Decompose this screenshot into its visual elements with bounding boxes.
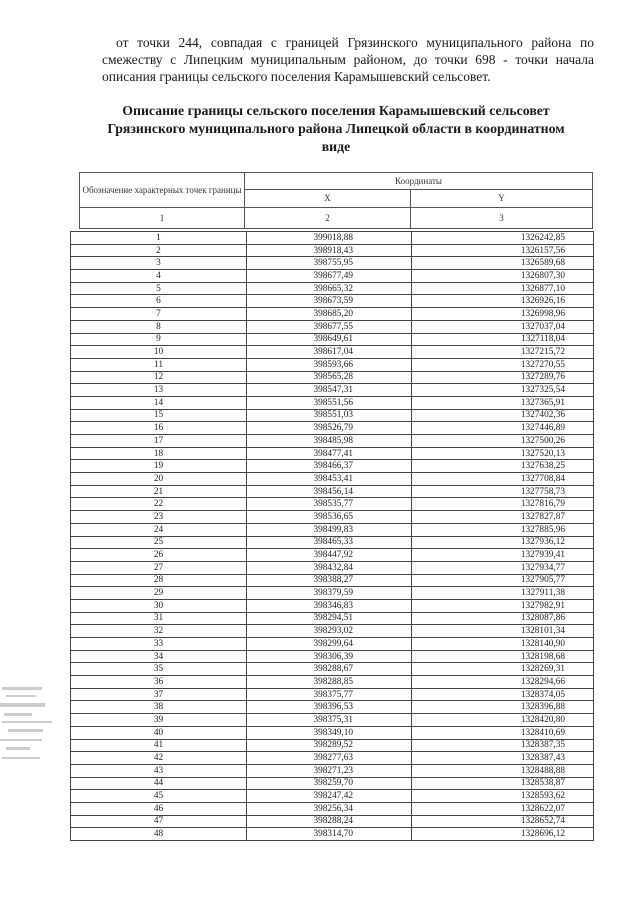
y-coordinate-cell: 1328387,43: [412, 752, 594, 765]
x-coordinate-cell: 398593,66: [247, 358, 412, 371]
x-coordinate-cell: 398375,31: [247, 714, 412, 727]
x-coordinate-cell: 398685,20: [247, 308, 412, 321]
table-header: [79, 172, 593, 229]
point-number-cell: 28: [71, 574, 247, 587]
table-row: [71, 764, 594, 777]
x-coordinate-cell: 398755,95: [247, 257, 412, 270]
y-coordinate-cell: 1327500,26: [412, 435, 594, 448]
x-coordinate-cell: 398293,02: [247, 625, 412, 638]
point-number-cell: 17: [71, 435, 247, 448]
intro-text: от точки 244, совпадая с границей Грязинского муниципального района по смежеству с Липецким муниципальным районом, до точки 698 - точки начала описания границы сельского поселения Карамышевский сельсовет.: [102, 35, 594, 84]
y-coordinate-cell: 1328294,66: [412, 676, 594, 689]
y-coordinate-cell: 1327934,77: [412, 561, 594, 574]
table-row: [71, 790, 594, 803]
point-number-cell: 4: [71, 270, 247, 283]
y-coordinate-cell: 1326926,16: [412, 295, 594, 308]
table-row: [71, 650, 594, 663]
table-row: [71, 511, 594, 524]
y-coordinate-cell: 1328420,80: [412, 714, 594, 727]
header-y: Y: [411, 189, 593, 207]
table-row: [71, 536, 594, 549]
point-number-cell: 25: [71, 536, 247, 549]
table-row: [71, 612, 594, 625]
table-row: [71, 752, 594, 765]
point-number-cell: 45: [71, 790, 247, 803]
y-coordinate-cell: 1327446,89: [412, 422, 594, 435]
point-number-cell: 11: [71, 358, 247, 371]
y-coordinate-cell: 1328410,69: [412, 726, 594, 739]
y-coordinate-cell: 1326589,68: [412, 257, 594, 270]
table-row: [71, 435, 594, 448]
y-coordinate-cell: 1328538,87: [412, 777, 594, 790]
point-number-cell: 1: [71, 232, 247, 245]
x-coordinate-cell: 398388,27: [247, 574, 412, 587]
x-coordinate-cell: 398256,34: [247, 802, 412, 815]
point-number-cell: 8: [71, 320, 247, 333]
title-line-1: Описание границы сельского поселения Карамышевский сельсовет: [122, 103, 550, 118]
x-coordinate-cell: 398288,67: [247, 663, 412, 676]
table-row: [71, 701, 594, 714]
y-coordinate-cell: 1327365,91: [412, 396, 594, 409]
point-number-cell: 22: [71, 498, 247, 511]
point-number-cell: 18: [71, 447, 247, 460]
point-number-cell: 43: [71, 764, 247, 777]
y-coordinate-cell: 1328696,12: [412, 828, 594, 841]
y-coordinate-cell: 1327638,25: [412, 460, 594, 473]
point-number-cell: 14: [71, 396, 247, 409]
table-row: [71, 523, 594, 536]
point-number-cell: 13: [71, 384, 247, 397]
y-coordinate-cell: 1327708,84: [412, 473, 594, 486]
coordinates-table: [70, 231, 594, 841]
table-row: [71, 726, 594, 739]
x-coordinate-cell: 398547,31: [247, 384, 412, 397]
table-row: [71, 498, 594, 511]
y-coordinate-cell: 1328140,90: [412, 638, 594, 651]
x-coordinate-cell: 398677,55: [247, 320, 412, 333]
x-coordinate-cell: 398551,56: [247, 396, 412, 409]
y-coordinate-cell: 1326998,96: [412, 308, 594, 321]
x-coordinate-cell: 398346,83: [247, 599, 412, 612]
point-number-cell: 37: [71, 688, 247, 701]
x-coordinate-cell: 398379,59: [247, 587, 412, 600]
y-coordinate-cell: 1327939,41: [412, 549, 594, 562]
point-number-cell: 23: [71, 511, 247, 524]
x-coordinate-cell: 398299,64: [247, 638, 412, 651]
point-number-cell: 34: [71, 650, 247, 663]
point-number-cell: 35: [71, 663, 247, 676]
x-coordinate-cell: 398288,85: [247, 676, 412, 689]
x-coordinate-cell: 398349,10: [247, 726, 412, 739]
point-number-cell: 7: [71, 308, 247, 321]
y-coordinate-cell: 1328269,31: [412, 663, 594, 676]
table-row: [71, 409, 594, 422]
point-number-cell: 21: [71, 485, 247, 498]
title-line-2: Грязинского муниципального района Липецкой области в координатном: [107, 121, 565, 136]
table-row: [71, 549, 594, 562]
y-coordinate-cell: 1328198,68: [412, 650, 594, 663]
y-coordinate-cell: 1327270,55: [412, 358, 594, 371]
table-row: [71, 561, 594, 574]
point-number-cell: 47: [71, 815, 247, 828]
intro-paragraph: [102, 34, 594, 85]
y-coordinate-cell: 1327289,76: [412, 371, 594, 384]
x-coordinate-cell: 398277,63: [247, 752, 412, 765]
header-col-2: 2: [245, 208, 411, 229]
table-row: [71, 244, 594, 257]
x-coordinate-cell: 398536,65: [247, 511, 412, 524]
x-coordinate-cell: 398289,52: [247, 739, 412, 752]
x-coordinate-cell: 398551,03: [247, 409, 412, 422]
x-coordinate-cell: 398466,37: [247, 460, 412, 473]
point-number-cell: 12: [71, 371, 247, 384]
y-coordinate-cell: 1327402,36: [412, 409, 594, 422]
table-row: [71, 282, 594, 295]
y-coordinate-cell: 1326877,10: [412, 282, 594, 295]
title-line-3: виде: [321, 139, 351, 154]
table-row: [71, 333, 594, 346]
y-coordinate-cell: 1328622,07: [412, 802, 594, 815]
y-coordinate-cell: 1327911,38: [412, 587, 594, 600]
x-coordinate-cell: 398456,14: [247, 485, 412, 498]
point-number-cell: 24: [71, 523, 247, 536]
point-number-cell: 38: [71, 701, 247, 714]
point-number-cell: 46: [71, 802, 247, 815]
x-coordinate-cell: 399018,88: [247, 232, 412, 245]
table-row: [71, 777, 594, 790]
x-coordinate-cell: 398314,70: [247, 828, 412, 841]
x-coordinate-cell: 398535,77: [247, 498, 412, 511]
point-number-cell: 5: [71, 282, 247, 295]
table-row: [71, 802, 594, 815]
header-coordinates: Координаты: [245, 173, 593, 190]
header-x: X: [245, 189, 411, 207]
table-row: [71, 587, 594, 600]
point-number-cell: 6: [71, 295, 247, 308]
point-number-cell: 44: [71, 777, 247, 790]
table-row: [71, 638, 594, 651]
point-number-cell: 2: [71, 244, 247, 257]
table-row: [71, 574, 594, 587]
x-coordinate-cell: 398617,04: [247, 346, 412, 359]
point-number-cell: 15: [71, 409, 247, 422]
x-coordinate-cell: 398649,61: [247, 333, 412, 346]
table-row: [71, 257, 594, 270]
y-coordinate-cell: 1326242,85: [412, 232, 594, 245]
y-coordinate-cell: 1328396,88: [412, 701, 594, 714]
table-row: [71, 739, 594, 752]
table-row: [71, 473, 594, 486]
y-coordinate-cell: 1327827,87: [412, 511, 594, 524]
x-coordinate-cell: 398447,92: [247, 549, 412, 562]
table-row: [71, 308, 594, 321]
x-coordinate-cell: 398306,39: [247, 650, 412, 663]
x-coordinate-cell: 398396,53: [247, 701, 412, 714]
y-coordinate-cell: 1327520,13: [412, 447, 594, 460]
point-number-cell: 19: [71, 460, 247, 473]
point-number-cell: 9: [71, 333, 247, 346]
coordinates-table-body: [71, 232, 594, 841]
table-row: [71, 828, 594, 841]
table-row: [71, 599, 594, 612]
y-coordinate-cell: 1328374,05: [412, 688, 594, 701]
y-coordinate-cell: 1327816,79: [412, 498, 594, 511]
point-number-cell: 36: [71, 676, 247, 689]
point-number-cell: 16: [71, 422, 247, 435]
point-number-cell: 41: [71, 739, 247, 752]
x-coordinate-cell: 398432,84: [247, 561, 412, 574]
point-number-cell: 30: [71, 599, 247, 612]
table-row: [71, 371, 594, 384]
point-number-cell: 3: [71, 257, 247, 270]
table-row: [71, 396, 594, 409]
table-row: [71, 688, 594, 701]
y-coordinate-cell: 1328387,35: [412, 739, 594, 752]
table-row: [71, 447, 594, 460]
table-row: [71, 663, 594, 676]
x-coordinate-cell: 398665,32: [247, 282, 412, 295]
table-row: [71, 422, 594, 435]
point-number-cell: 26: [71, 549, 247, 562]
point-number-cell: 29: [71, 587, 247, 600]
y-coordinate-cell: 1328087,86: [412, 612, 594, 625]
x-coordinate-cell: 398271,23: [247, 764, 412, 777]
x-coordinate-cell: 398465,33: [247, 536, 412, 549]
header-point-designation: Обозначение характерных точек границы: [80, 173, 245, 208]
point-number-cell: 27: [71, 561, 247, 574]
y-coordinate-cell: 1327325,54: [412, 384, 594, 397]
y-coordinate-cell: 1327905,77: [412, 574, 594, 587]
x-coordinate-cell: 398477,41: [247, 447, 412, 460]
table-row: [71, 625, 594, 638]
table-row: [71, 676, 594, 689]
x-coordinate-cell: 398677,49: [247, 270, 412, 283]
point-number-cell: 10: [71, 346, 247, 359]
y-coordinate-cell: 1327936,12: [412, 536, 594, 549]
point-number-cell: 31: [71, 612, 247, 625]
table-row: [71, 485, 594, 498]
x-coordinate-cell: 398259,70: [247, 777, 412, 790]
table-row: [71, 232, 594, 245]
x-coordinate-cell: 398918,43: [247, 244, 412, 257]
y-coordinate-cell: 1327758,73: [412, 485, 594, 498]
point-number-cell: 20: [71, 473, 247, 486]
y-coordinate-cell: 1328593,62: [412, 790, 594, 803]
y-coordinate-cell: 1326807,30: [412, 270, 594, 283]
document-title: [80, 102, 592, 156]
y-coordinate-cell: 1328101,34: [412, 625, 594, 638]
stamp-mark: [0, 683, 72, 783]
table-row: [71, 358, 594, 371]
table-row: [71, 295, 594, 308]
table-row: [71, 346, 594, 359]
y-coordinate-cell: 1328652,74: [412, 815, 594, 828]
point-number-cell: 32: [71, 625, 247, 638]
point-number-cell: 48: [71, 828, 247, 841]
x-coordinate-cell: 398288,24: [247, 815, 412, 828]
point-number-cell: 33: [71, 638, 247, 651]
table-row: [71, 460, 594, 473]
header-col-1: 1: [80, 208, 245, 229]
table-row: [71, 384, 594, 397]
y-coordinate-cell: 1327118,04: [412, 333, 594, 346]
x-coordinate-cell: 398247,42: [247, 790, 412, 803]
y-coordinate-cell: 1327885,96: [412, 523, 594, 536]
y-coordinate-cell: 1327215,72: [412, 346, 594, 359]
x-coordinate-cell: 398565,28: [247, 371, 412, 384]
x-coordinate-cell: 398375,77: [247, 688, 412, 701]
table-row: [71, 270, 594, 283]
table-row: [71, 815, 594, 828]
table-row: [71, 320, 594, 333]
y-coordinate-cell: 1327037,04: [412, 320, 594, 333]
point-number-cell: 40: [71, 726, 247, 739]
x-coordinate-cell: 398673,59: [247, 295, 412, 308]
point-number-cell: 42: [71, 752, 247, 765]
header-col-3: 3: [411, 208, 593, 229]
y-coordinate-cell: 1328488,88: [412, 764, 594, 777]
x-coordinate-cell: 398485,98: [247, 435, 412, 448]
x-coordinate-cell: 398453,41: [247, 473, 412, 486]
x-coordinate-cell: 398526,79: [247, 422, 412, 435]
table-row: [71, 714, 594, 727]
point-number-cell: 39: [71, 714, 247, 727]
y-coordinate-cell: 1327982,91: [412, 599, 594, 612]
y-coordinate-cell: 1326157,56: [412, 244, 594, 257]
x-coordinate-cell: 398499,83: [247, 523, 412, 536]
x-coordinate-cell: 398294,51: [247, 612, 412, 625]
